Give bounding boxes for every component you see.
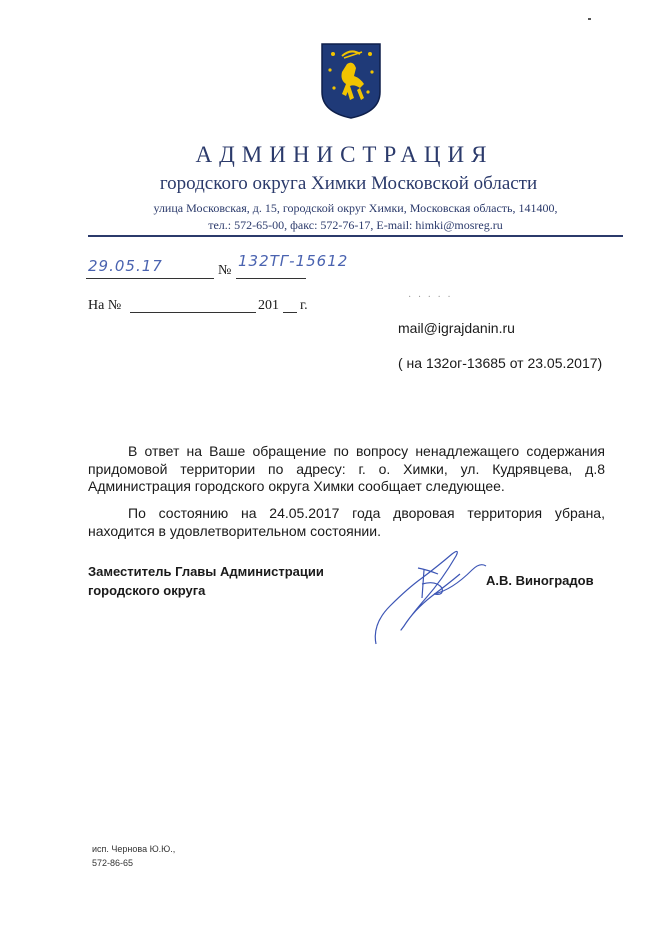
reply-to-label: На № [88, 298, 122, 313]
reply-number-underline [130, 312, 256, 313]
outgoing-number-handwritten: 132ТГ-15612 [238, 252, 349, 270]
signatory-position-line: городского округа [88, 583, 206, 598]
scan-mark [588, 18, 591, 20]
number-sign: № [218, 263, 232, 278]
incoming-reference: ( на 132ог-13685 от 23.05.2017) [398, 355, 603, 371]
outgoing-date-handwritten: 29.05.17 [88, 257, 163, 275]
recipient-email: mail@igrajdanin.ru [398, 320, 515, 336]
coat-of-arms-icon [320, 42, 382, 120]
address-line: улица Московская, д. 15, городской округ Химки, Московская область, 141400, [153, 201, 558, 215]
signatory-name: А.В. Виноградов [486, 573, 594, 588]
executor-info [92, 842, 175, 870]
organization-title: АДМИНИСТРАЦИЯ [195, 142, 494, 167]
signatory-position [88, 562, 368, 600]
executor-phone: 572-86-65 [92, 858, 134, 868]
body-paragraph: По состоянию на 24.05.2017 года дворовая территория убрана, находится в удовлетворительном состоянии. [88, 505, 605, 539]
executor-name: исп. Чернова Ю.Ю., [92, 844, 176, 854]
handwritten-signature-icon [368, 540, 498, 652]
body-paragraph: В ответ на Ваше обращение по вопросу ненадлежащего содержания придомовой территории по адресу: г. о. Химки, ул. Кудрявцева, д.8 Администрация городского округа Химки сообщает следующее. [88, 443, 605, 494]
recipient-dots: · · · · · [408, 292, 453, 303]
signatory-position-line: Заместитель Главы Администрации [88, 564, 324, 579]
year-underline [283, 312, 297, 313]
date-underline [86, 278, 214, 279]
contacts-line: тел.: 572-65-00, факс: 572-76-17, E-mail: himki@mosreg.ru [208, 218, 503, 232]
year-suffix: г. [300, 298, 308, 313]
year-prefix: 201 [258, 298, 279, 313]
number-underline [236, 278, 306, 279]
organization-subtitle: городского округа Химки Московской области [159, 173, 538, 194]
header-divider [88, 235, 623, 237]
